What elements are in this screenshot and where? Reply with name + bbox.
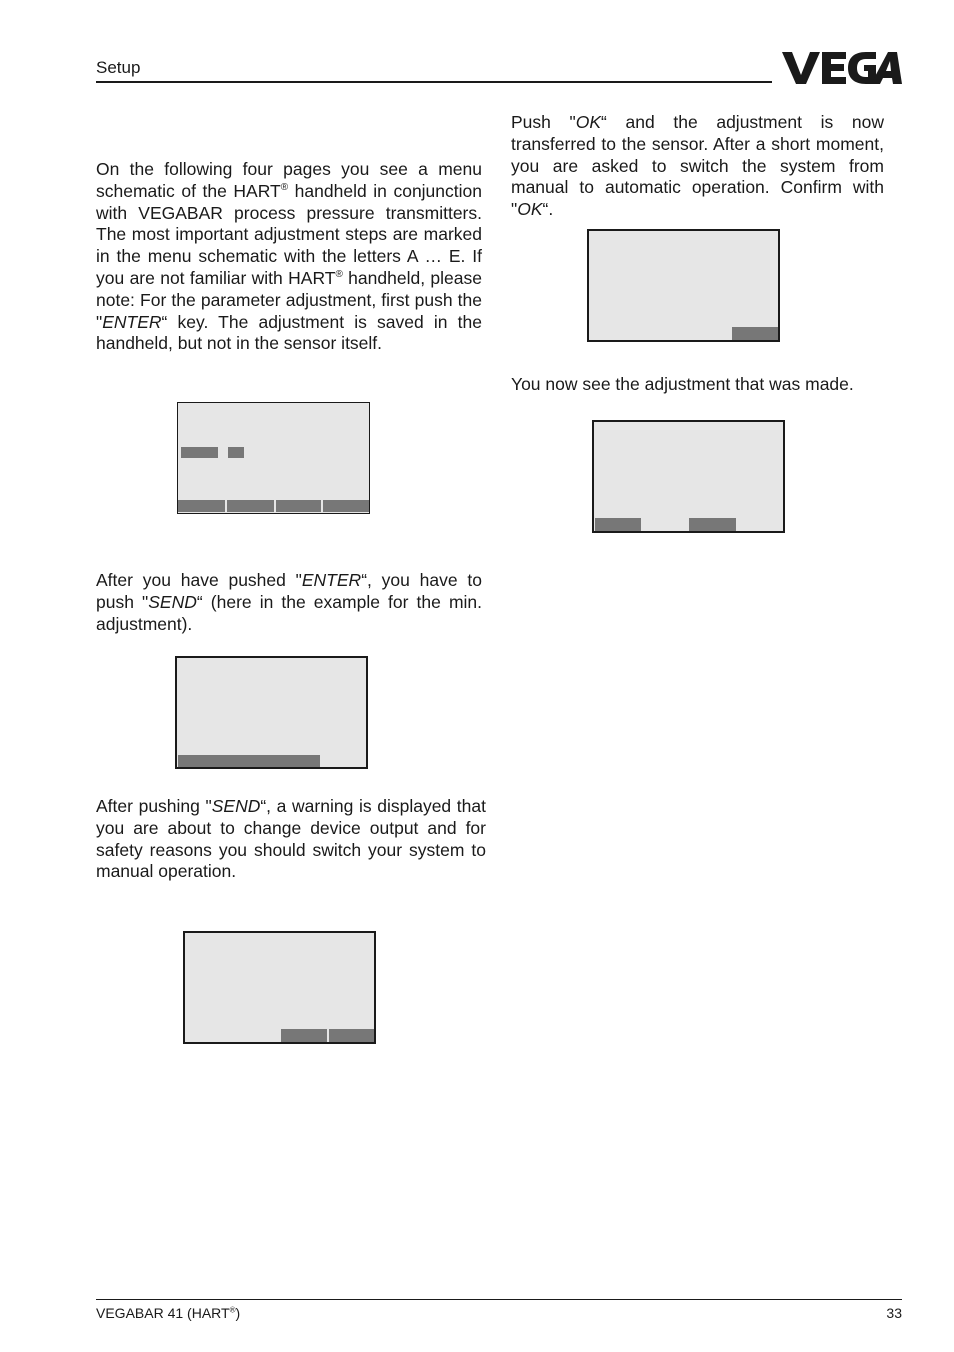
screen-field — [181, 447, 218, 458]
footer-product: VEGABAR 41 (HART®) — [96, 1305, 241, 1321]
softkey — [227, 500, 274, 512]
handheld-screen-4 — [587, 229, 780, 342]
softkey — [732, 327, 778, 340]
softkey-bar — [178, 755, 320, 767]
handheld-screen-5 — [592, 420, 785, 533]
handheld-screen-2 — [175, 656, 368, 769]
screen-field — [228, 447, 244, 458]
softkey — [595, 518, 641, 531]
softkey — [689, 518, 736, 531]
softkey — [178, 500, 225, 512]
after-send-paragraph: After pushing "SEND“, a warning is displayed that you are about to change device output and for safety reasons you should switch your system to manual operation. — [96, 796, 486, 882]
section-title: Setup — [96, 58, 141, 77]
now-see-paragraph: You now see the adjustment that was made. — [511, 374, 854, 394]
page-number: 33 — [886, 1305, 902, 1321]
softkey — [276, 500, 321, 512]
softkey — [281, 1029, 327, 1042]
intro-paragraph: On the following four pages you see a menu schematic of the HART® handheld in conjunction with VEGABAR process pressure transmitters. The most important adjustment steps are marked in the menu schematic with the letters A … E. If you are not familiar with HART® handheld, please note: For the parameter adjustment, first push the "ENTER“ key. The adjustment is saved in the handheld, but not in the sensor itself. — [96, 159, 482, 354]
footer-divider — [96, 1299, 902, 1300]
header-divider — [96, 81, 772, 83]
softkey — [323, 500, 369, 512]
handheld-screen-3 — [183, 931, 376, 1044]
push-ok-paragraph: Push "OK“ and the adjustment is now transferred to the sensor. After a short moment, you are asked to switch the system from manual to automatic operation. Confirm with "OK“. — [511, 112, 884, 220]
vega-logo — [782, 51, 902, 85]
handheld-screen-1 — [177, 402, 370, 514]
after-enter-paragraph: After you have pushed "ENTER“, you have to push "SEND“ (here in the example for the min. adjustment). — [96, 570, 482, 634]
softkey — [329, 1029, 374, 1042]
